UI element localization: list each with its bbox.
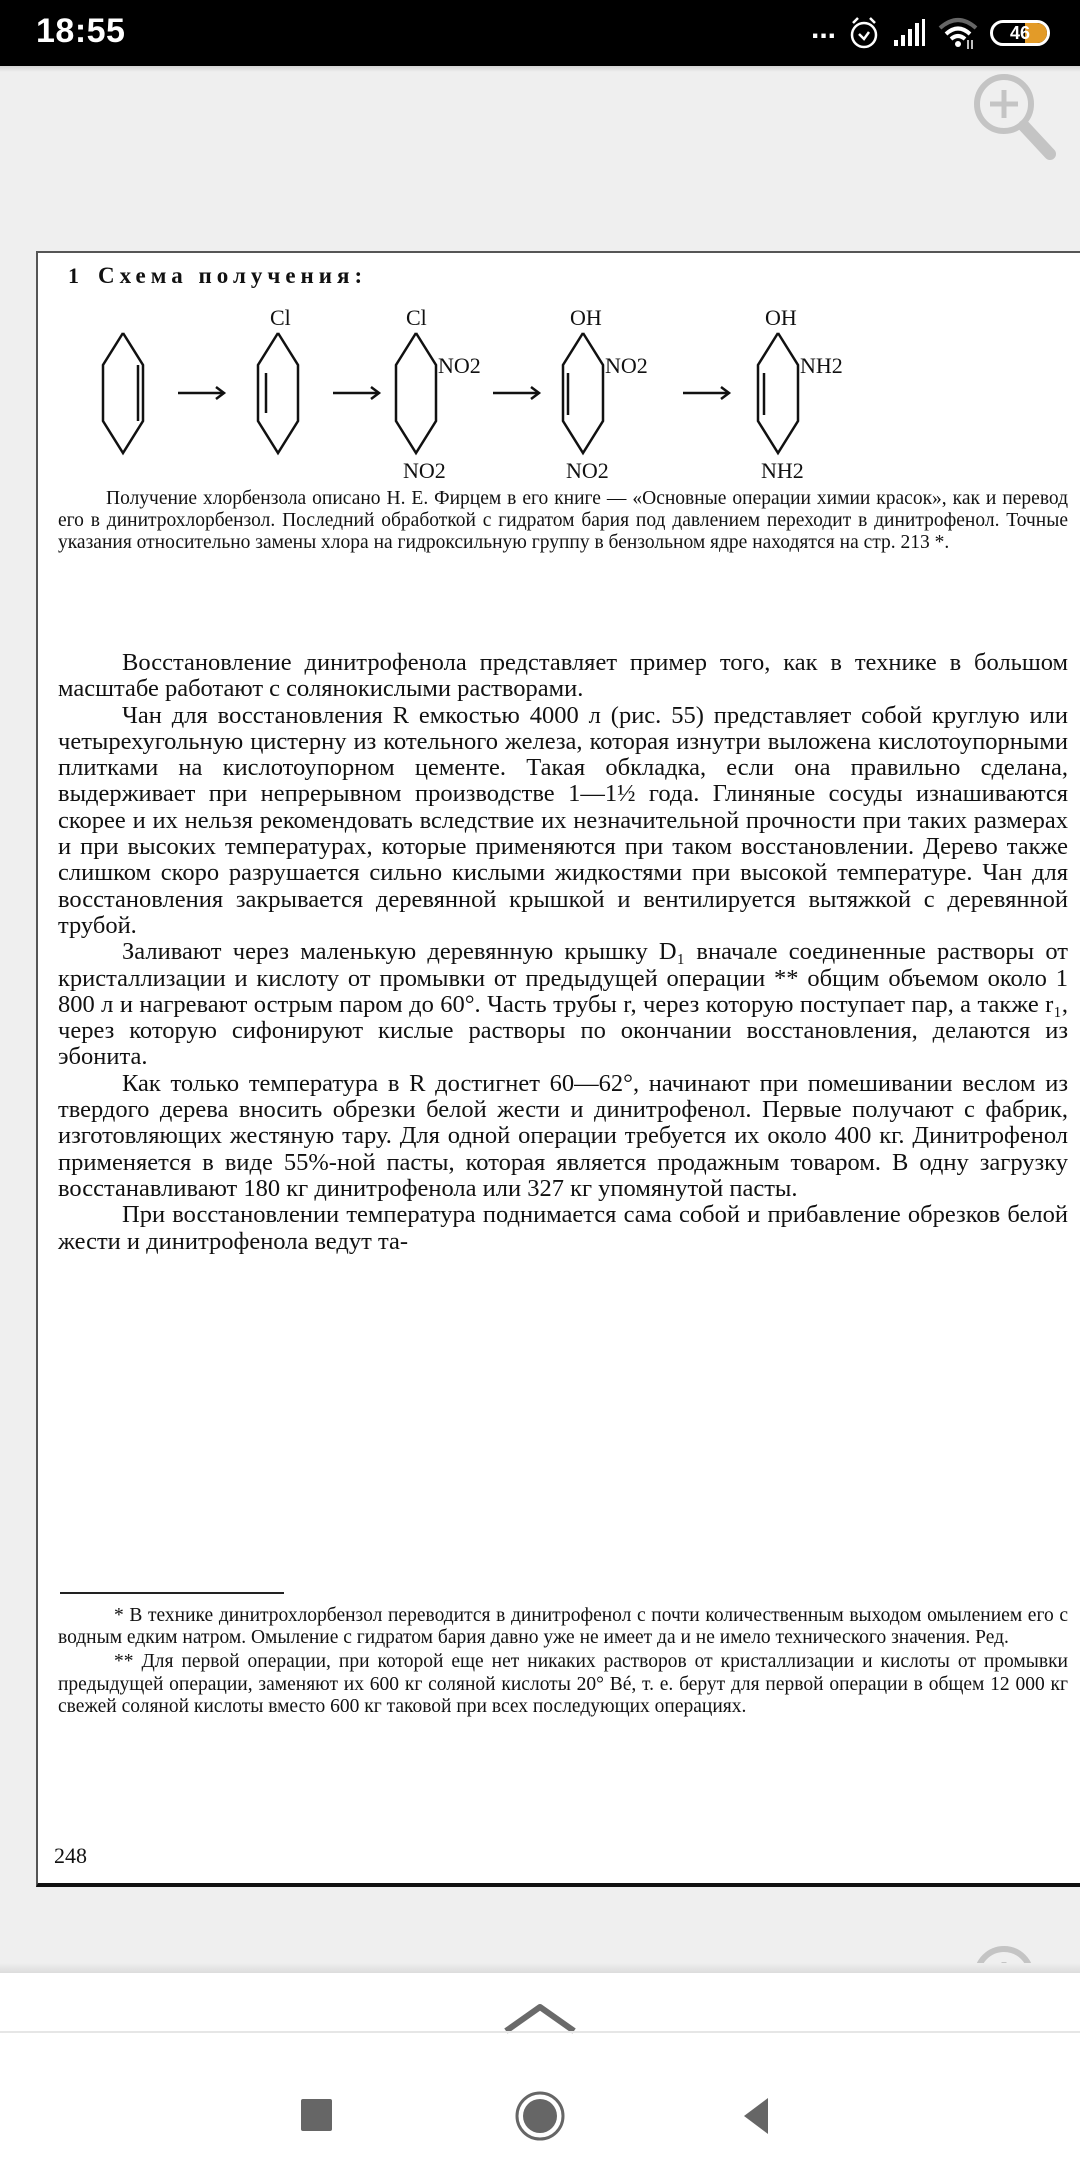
substituent-nh2: NH2 bbox=[800, 353, 843, 378]
document-page[interactable] bbox=[36, 251, 1080, 1887]
footnote-rule bbox=[60, 1592, 284, 1594]
recents-button[interactable] bbox=[276, 2081, 356, 2151]
substituent-oh: OH bbox=[570, 305, 602, 330]
scheme-note bbox=[58, 488, 1068, 554]
footnote: * В технике динитрохлорбензол переводится в динитрофенол с почти количественным выходом омылением его с водным едким натром. Омыление с гидратом бария давно уже не имеет да и не имело технического значения. Ред. bbox=[58, 1605, 1068, 1649]
paragraph: Заливают через маленькую деревянную крышку D₁ вначале соединенные растворы от кристаллизации и кислоту от промывки от предыдущей операции ** общим объемом около 1 800 л и нагревают острым паром до 60°. Часть трубы r, через которую поступает пар, а также r₁, через которую сифонируют кислые растворы по окончании восстановления, делаются из эбонита. bbox=[58, 938, 1068, 1071]
reaction-arrow bbox=[683, 387, 729, 399]
wifi-icon bbox=[938, 16, 978, 50]
paragraph: При восстановлении температура поднимается сама собой и прибавление обрезков белой жести и динитрофенола ведут та- bbox=[58, 1201, 1068, 1255]
panel-shadow bbox=[0, 1963, 1080, 1973]
back-icon bbox=[738, 2096, 778, 2136]
chlorobenzene-ring bbox=[258, 333, 298, 453]
dinitrochlorobenzene-ring bbox=[396, 333, 436, 453]
scheme-title: Схема получения: bbox=[98, 263, 368, 288]
substituent-no2: NO2 bbox=[566, 458, 609, 483]
reaction-scheme bbox=[98, 303, 1078, 483]
bottom-panel bbox=[0, 1973, 1080, 2160]
note-text: Получение хлорбензола описано Н. Е. Фирцем в его книге — «Основные операции химии красок», как и перевод его в динитрохлорбензол. Последний обработкой с гидратом бария под давлением переходит в динитрофенол. Точные указания относительно замены хлора на гидроксильную группу в бензольном ядре находятся на стр. 213 *. bbox=[58, 488, 1068, 553]
chevron-up-icon bbox=[490, 1993, 590, 2043]
signal-icon bbox=[892, 18, 926, 48]
substituent-cl: Cl bbox=[270, 305, 291, 330]
more-notifications-icon: ... bbox=[810, 12, 836, 45]
reaction-arrow bbox=[333, 387, 379, 399]
recents-icon bbox=[296, 2096, 336, 2136]
panel-divider bbox=[0, 2031, 1080, 2033]
substituent-no2: NO2 bbox=[438, 353, 481, 378]
home-button[interactable] bbox=[500, 2081, 580, 2151]
battery-level: 46 bbox=[1009, 23, 1031, 43]
diaminophenol-ring bbox=[758, 333, 798, 453]
zoom-in-button[interactable] bbox=[966, 68, 1066, 168]
back-button[interactable] bbox=[718, 2081, 798, 2151]
battery-icon bbox=[990, 20, 1050, 46]
page-number: 248 bbox=[54, 1843, 87, 1868]
alarm-icon bbox=[848, 15, 880, 51]
figure-number: 1 bbox=[68, 263, 79, 288]
substituent-cl: Cl bbox=[406, 305, 427, 330]
paragraph: Восстановление динитрофенола представляет пример того, как в технике в большом масштабе работают с солянокислыми растворами. bbox=[58, 649, 1068, 703]
status-time: 18:55 bbox=[36, 12, 126, 50]
footnote: ** Для первой операции, при которой еще нет никаких растворов от кристаллизации и кислоты от промывки предыдущей операции, заменяют их 600 кг соляной кислоты 20° Bé, т. е. берут для первой операции в общем 12 000 кг свежей соляной кислоты вместо 600 кг таковой при всех последующих операциях. bbox=[58, 1651, 1069, 1717]
reaction-arrow bbox=[178, 387, 224, 399]
benzene-ring bbox=[103, 333, 143, 453]
body-text bbox=[58, 638, 1068, 1255]
substituent-no2: NO2 bbox=[403, 458, 446, 483]
reaction-arrow bbox=[493, 387, 539, 399]
dinitrophenol-ring bbox=[563, 333, 603, 453]
paragraph: Чан для восстановления R емкостью 4000 л (рис. 55) представляет собой круглую или четырехугольную цистерну из котельного железа, которая изнутри выложена кислотоупорными плитками на кислотоупорном цементе. Такая обкладка, если она правильно сделана, выдерживает при непрерывном производстве 1—1½ года. Глиняные сосуды изнашиваются скорее и их нельзя рекомендовать вследствие их незначительной прочности при таких размерах и при высоких температурах, которые применяются при таком восстановлении. Дерево также слишком скоро разрушается сильно кислыми жидкостями при высокой температуре. Чан для восстановления закрывается деревянной крышкой и вентилируется вытяжкой с деревянной трубой. bbox=[58, 701, 1068, 939]
status-bar bbox=[0, 0, 1080, 66]
footnotes bbox=[58, 1605, 1068, 1718]
zoom-in-icon bbox=[966, 68, 1066, 168]
status-icons bbox=[811, 14, 1050, 52]
paragraph: Как только температура в R достигнет 60—62°, начинают при помешивании веслом из твердого дерева вносить обрезки белой жести и динитрофенол. Первые получают с фабрик, изготовляющих жестяную тару. Для одной операции требуется их около 400 кг. Динитрофенол применяется в виде 55%-ной пасты, которая является продажным товаром. В одну загрузку восстанавливают 180 кг динитрофенола или 327 кг упомянутой пасты. bbox=[58, 1069, 1068, 1202]
toolbar-shadow bbox=[0, 66, 1080, 72]
substituent-oh: OH bbox=[765, 305, 797, 330]
substituent-nh2: NH2 bbox=[761, 458, 804, 483]
home-icon bbox=[512, 2088, 568, 2144]
substituent-no2: NO2 bbox=[605, 353, 648, 378]
expand-panel-button[interactable] bbox=[490, 1993, 590, 2043]
